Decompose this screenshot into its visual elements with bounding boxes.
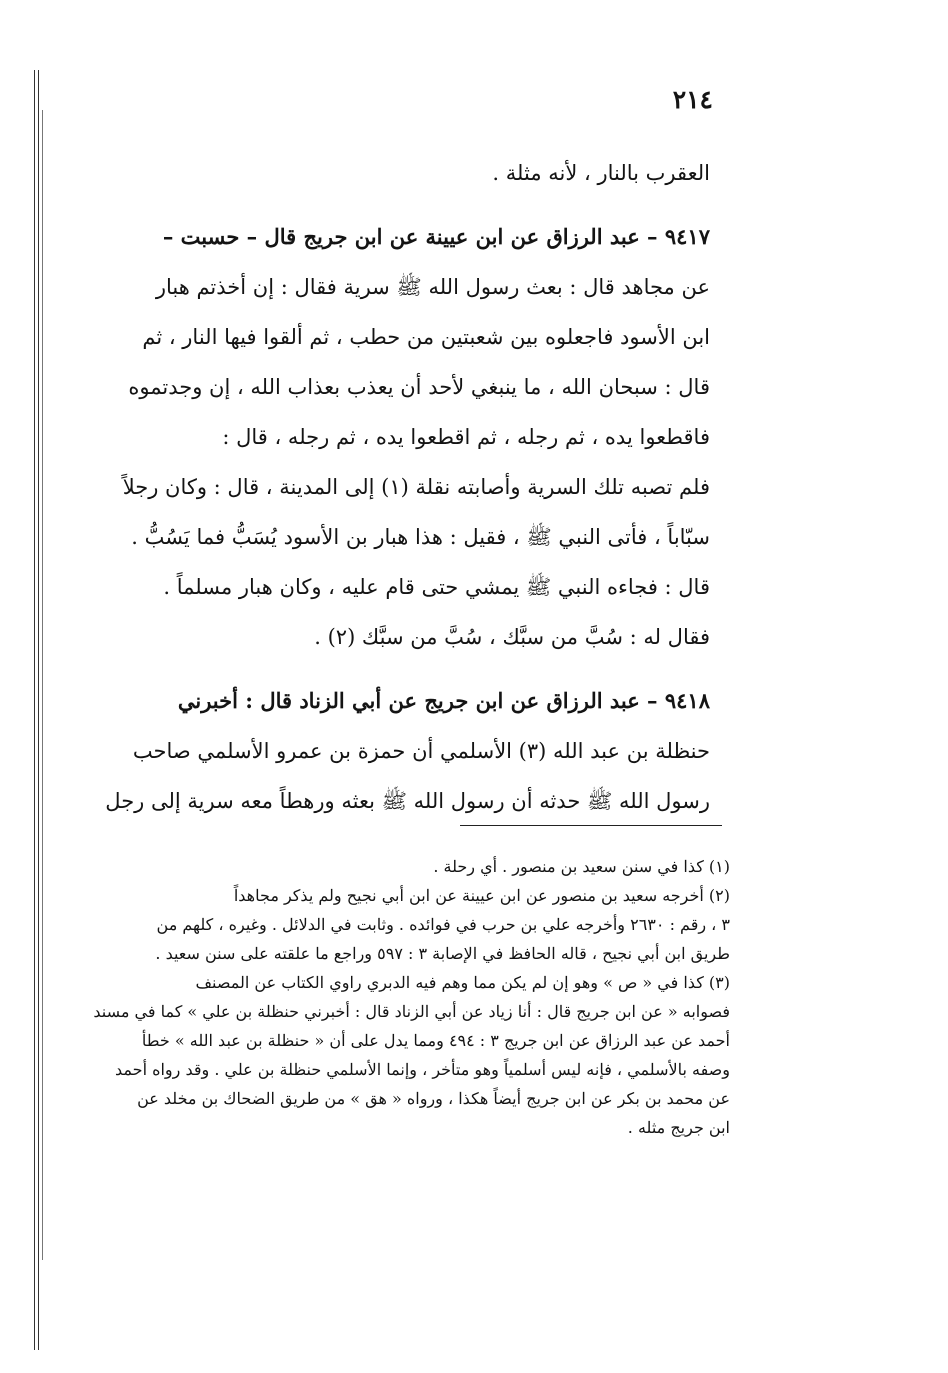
footnote-line: وصفه بالأسلمي ، فإنه ليس أسلمياً وهو متأخر ، وإنما الأسلمي حنظلة بن علي . وقد رواه أحمد — [115, 1060, 730, 1079]
footnote-line: (١) كذا في سنن سعيد بن منصور . أي رحلة . — [433, 857, 730, 876]
footnote-line: أحمد عن عبد الرزاق عن ابن جريج ٣ : ٤٩٤ ومما يدل على أن « حنظلة بن عبد الله » خطأ — [141, 1031, 730, 1050]
text-line: سبّاباً ، فأتى النبي ﷺ ، فقيل : هذا هبار بن الأسود يُسَبُّ فما يَسُبُّ . — [131, 525, 710, 549]
paragraph-gap — [240, 198, 710, 212]
footnote-line: طريق ابن أبي نجيح ، قاله الحافظ في الإصابة ٣ : ٥٩٧ وراجع ما علقته على سنن سعيد . — [155, 944, 730, 963]
footnote-line: (٢) أخرجه سعيد بن منصور عن ابن عيينة عن ابن أبي نجيح ولم يذكر مجاهداً — [233, 886, 730, 905]
footnote-line: ابن جريج مثله . — [627, 1118, 730, 1137]
text-line: ابن الأسود فاجعلوه بين شعبتين من حطب ، ثم ألقوا فيها النار ، ثم — [142, 325, 710, 349]
footnotes — [93, 852, 730, 1142]
text-line: عن مجاهد قال : بعث رسول الله ﷺ سرية فقال : إن أخذتم هبار — [155, 275, 710, 299]
text-line: العقرب بالنار ، لأنه مثلة . — [492, 161, 710, 185]
scan-margin-line — [38, 70, 39, 1350]
text-line: رسول الله ﷺ حدثه أن رسول الله ﷺ بعثه ورهطاً معه سرية إلى رجل — [105, 789, 710, 813]
text-line: فاقطعوا يده ، ثم رجله ، ثم اقطعوا يده ، ثم رجله ، قال : — [222, 425, 710, 449]
page-number: ٢١٤ — [672, 85, 713, 114]
footnote-line: ٣ ، رقم : ٢٦٣٠ وأخرجه علي بن حرب في فوائده . وثابت في الدلائل . وغيره ، كلهم من — [156, 915, 730, 934]
footnote-line: (٣) كذا في « ص » وهو إن لم يكن مما وهم فيه الدبري راوي الكتاب عن المصنف — [195, 973, 730, 992]
footnote-line: فصوابه « عن ابن جريج قال : أنا زياد عن أبي الزناد قال : أخبرني حنظلة بن علي » كما في مسند — [93, 1002, 730, 1021]
text-line: فقال له : سُبَّ من سبَّك ، سُبَّ من سبَّك (٢) . — [314, 625, 710, 649]
text-line: قال : سبحان الله ، ما ينبغي لأحد أن يعذب بعذاب الله ، إن وجدتموه — [128, 375, 710, 399]
hadith-heading-9418: ٩٤١٨ – عبد الرزاق عن ابن جريج عن أبي الزناد قال : أخبرني — [177, 688, 710, 713]
text-line: حنظلة بن عبد الله (٣) الأسلمي أن حمزة بن عمرو الأسلمي صاحب — [132, 739, 710, 763]
main-text — [105, 148, 710, 826]
hadith-heading-9417: ٩٤١٧ – عبد الرزاق عن ابن عيينة عن ابن جريج قال – حسبت – — [162, 224, 710, 249]
paragraph-gap — [240, 662, 710, 676]
scan-margin-line — [34, 70, 35, 1350]
scan-margin-line — [42, 110, 43, 1260]
footnote-separator — [460, 825, 722, 826]
text-line: قال : فجاءه النبي ﷺ يمشي حتى قام عليه ، وكان هبار مسلماً . — [163, 575, 710, 599]
footnote-line: عن محمد بن بكر عن ابن جريج أيضاً هكذا ، ورواه « هق » من طريق الضحاك بن مخلد عن — [137, 1089, 730, 1108]
text-line: فلم تصبه تلك السرية وأصابته نقلة (١) إلى المدينة ، قال : وكان رجلاً — [122, 475, 710, 499]
